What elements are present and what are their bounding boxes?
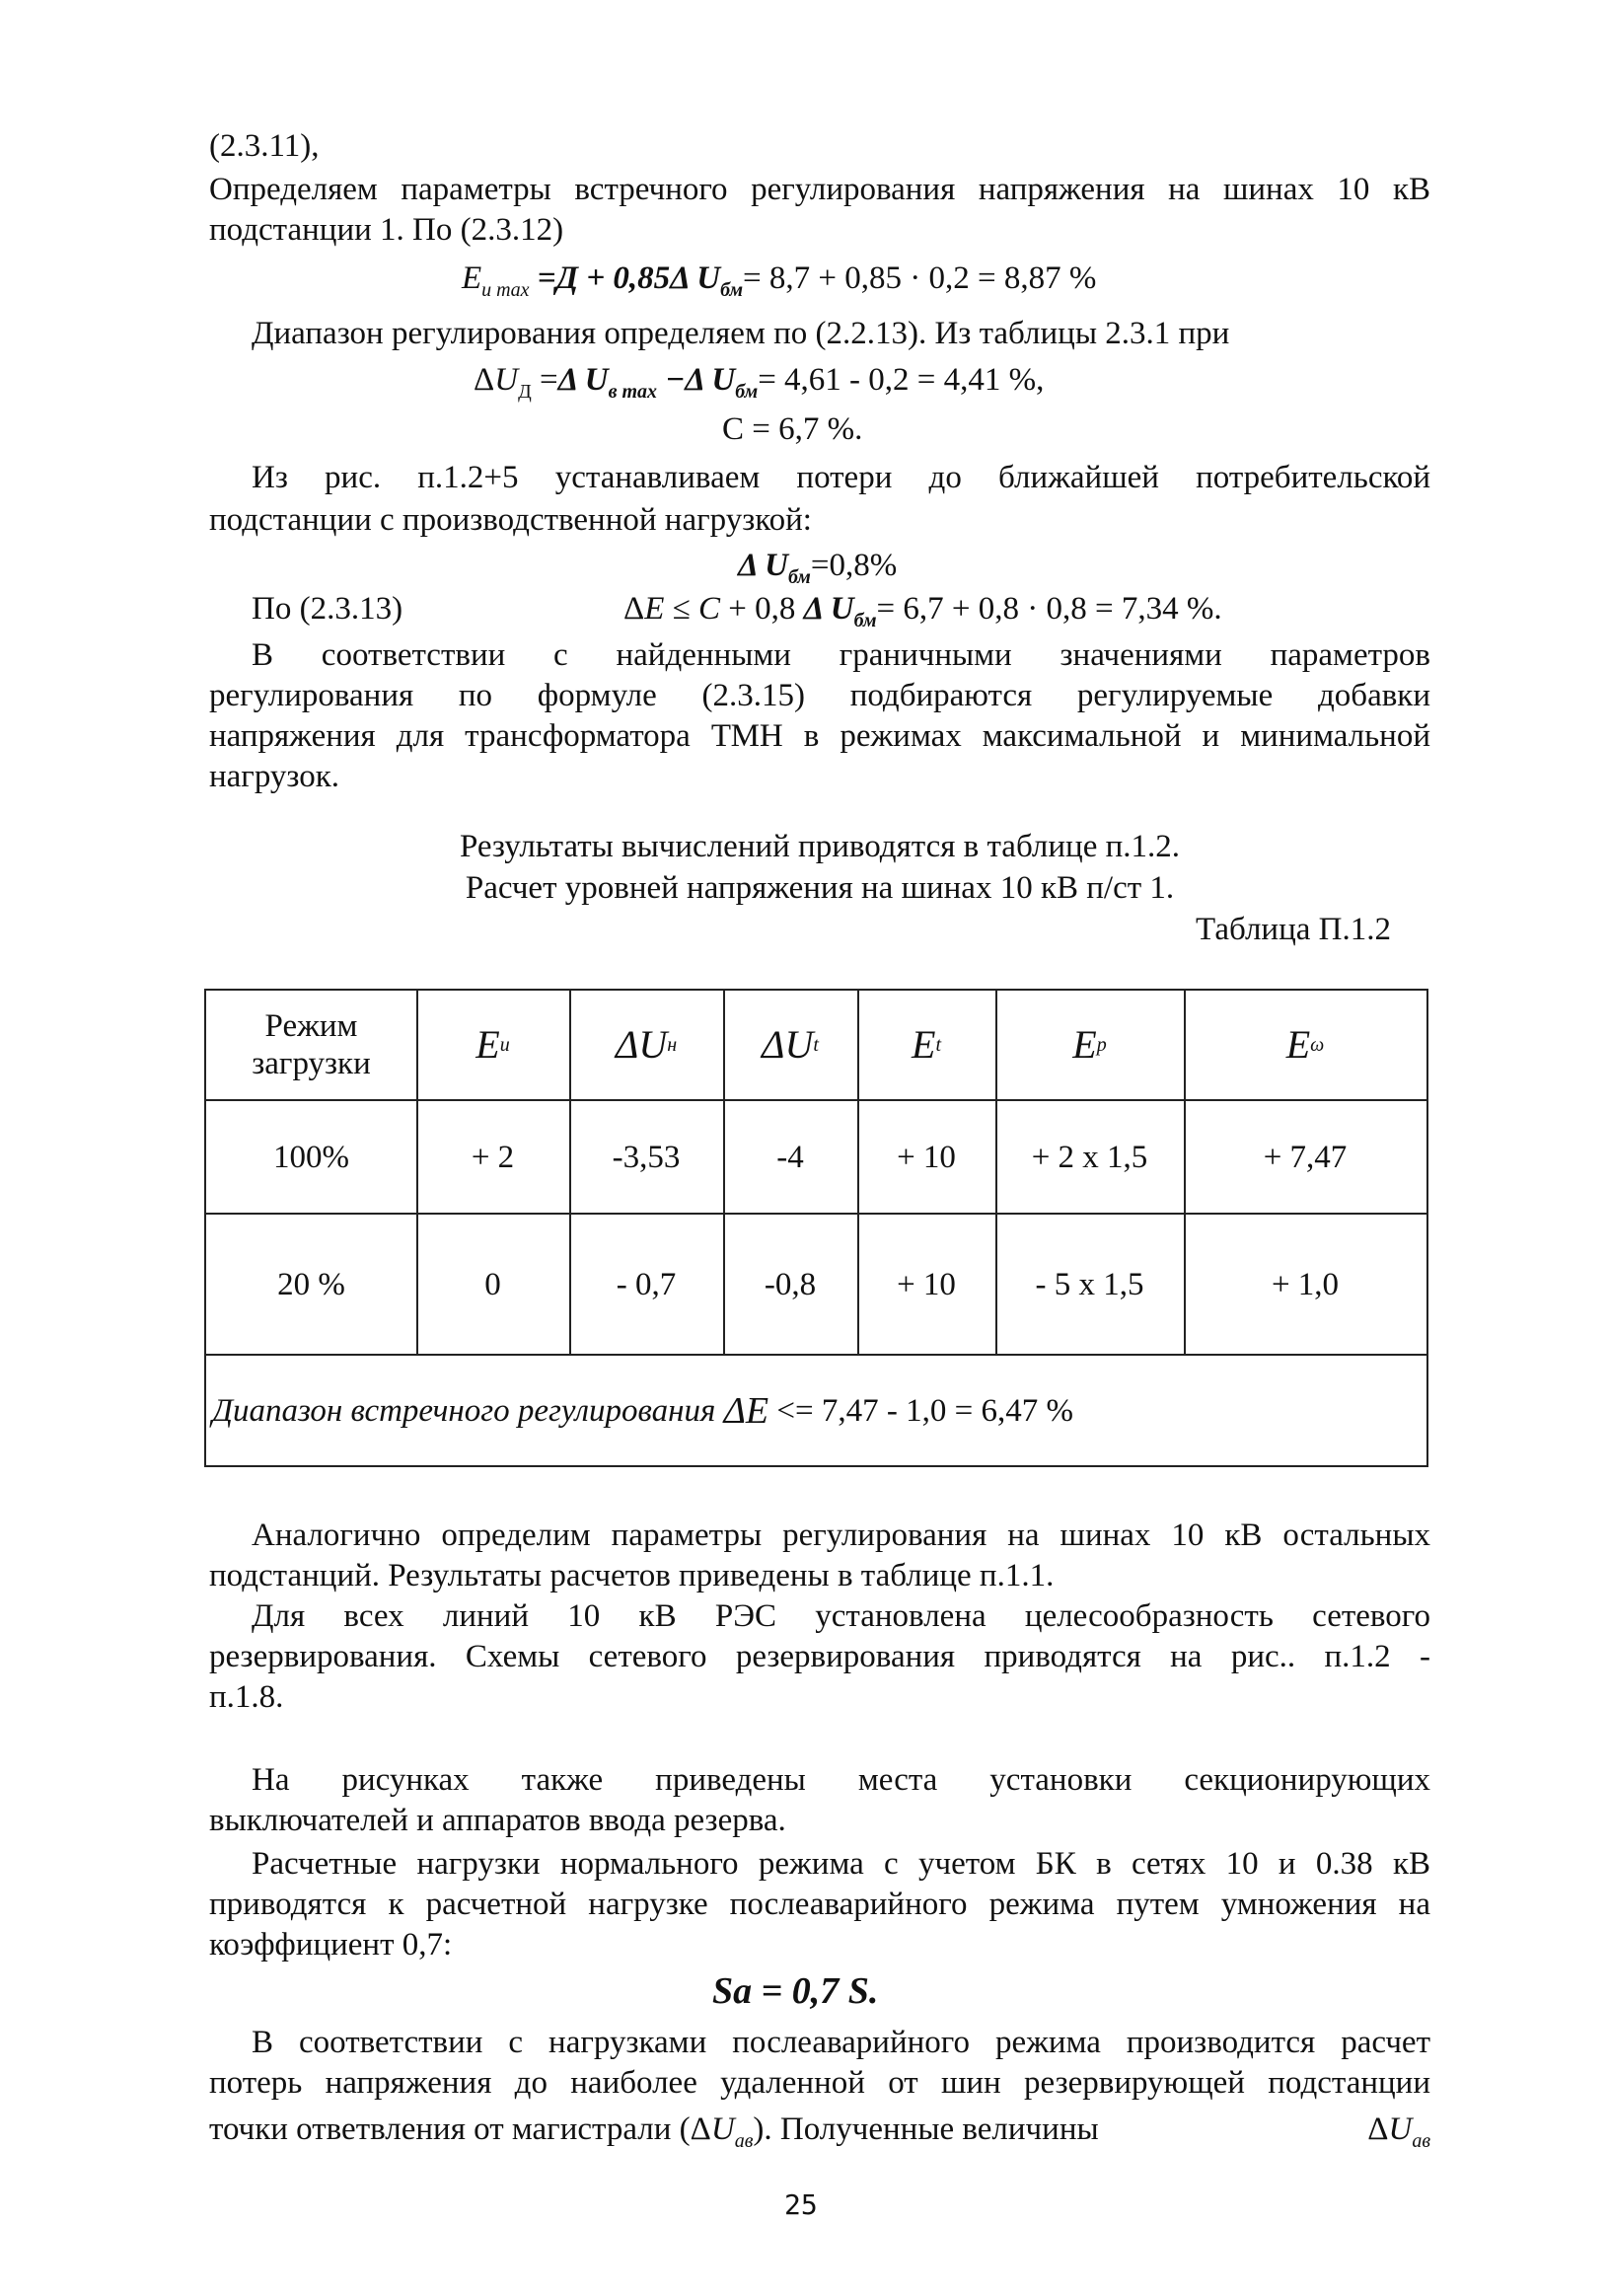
voltage-table <box>204 989 1428 1467</box>
paragraph-line: резервирования. Схемы сетевого резервирования приводятся на рис.. п.1.2 - <box>209 1639 1430 1674</box>
paragraph-line: На рисунках также приведены места установки секционирующих <box>252 1762 1430 1798</box>
paragraph-line: коэффициент 0,7: <box>209 1927 453 1963</box>
paragraph-line: регулирования по формуле (2.3.15) подбираются регулируемые добавки <box>209 678 1430 713</box>
table-cell: - 5 x 1,5 <box>1035 1266 1144 1302</box>
header-ew: E ω <box>1285 1022 1325 1067</box>
paragraph-line: напряжения для трансформатора ТМН в режимах максимальной и минимальной <box>209 718 1430 754</box>
table-cell: + 10 <box>897 1139 956 1175</box>
paragraph-line: потерь напряжения до наиболее удаленной от шин резервирующей подстанции <box>209 2065 1430 2101</box>
formula-sa: Sa = 0,7 S. <box>712 1970 879 2012</box>
header-et: E t <box>912 1022 941 1067</box>
table-cell: -4 <box>776 1139 804 1175</box>
paragraph-line: п.1.8. <box>209 1679 284 1715</box>
paragraph-line: Аналогично определим параметры регулирования на шинах 10 кВ остальных <box>252 1518 1430 1553</box>
formula-delta-u: $\Delta U_Д =\Delta$ $U_{в max} -\Delta$ $U_{бм}= 4,61 - 0,2 = 4,41$ %, <box>474 362 1045 403</box>
table-cell: + 2 x 1,5 <box>1031 1139 1148 1175</box>
table-caption: Расчет уровней напряжения на шинах 10 кВ п/ст 1. <box>465 870 1175 906</box>
formula-e-max: $E_{и max} =Д + 0,85\Delta$ $U_{бм}= 8,7 + 0,85 \cdot 0,2 = 8,87$ % <box>462 260 1097 301</box>
formula-c: С = 6,7 %. <box>722 411 863 447</box>
table-footer: Диапазон встречного регулирования ΔE <= 7,47 - 1,0 = 6,47 % <box>212 1389 1073 1432</box>
table-cell: -3,53 <box>612 1139 681 1175</box>
paragraph-line: Из рис. п.1.2+5 устанавливаем потери до ближайшей потребительской <box>252 460 1430 495</box>
table-cell: + 10 <box>897 1266 956 1302</box>
paragraph-line: Диапазон регулирования определяем по (2.2.13). Из таблицы 2.3.1 при <box>252 316 1230 351</box>
header-en: E и <box>475 1022 510 1067</box>
table-number: Таблица П.1.2 <box>1196 912 1391 947</box>
paragraph-line: подстанций. Результаты расчетов приведены в таблице п.1.1. <box>209 1558 1055 1593</box>
table-cell: -0,8 <box>764 1266 817 1302</box>
table-cell: 100% <box>273 1139 349 1175</box>
formula-delta-e: ΔE ≤ C + 0,8 Δ $U_{бм}= 6,7 + 0,8 \cdot 0,8 = 7,34$ %. <box>623 591 1222 631</box>
table-cell: + 2 <box>471 1139 515 1175</box>
table-cell: 0 <box>484 1266 501 1302</box>
paragraph-line: выключателей и аппаратов ввода резерва. <box>209 1803 786 1838</box>
paragraph-line: точки ответвления от магистрали $(\Delta U_{ав})$. Полученные величины $\Delta U_{ав}$ <box>209 2111 1430 2152</box>
header-du-t: ΔU t <box>762 1022 819 1067</box>
paragraph-line: нагрузок. <box>209 759 340 794</box>
paragraph-line: Расчетные нагрузки нормального режима с учетом БК в сетях 10 и 0.38 кВ <box>252 1846 1430 1882</box>
paragraph-line: Для всех линий 10 кВ РЭС установлена целесообразность сетевого <box>252 1598 1430 1634</box>
paragraph-line: подстанции 1. По (2.3.12) <box>209 212 564 248</box>
paragraph-line: подстанции с производственной нагрузкой: <box>209 502 812 538</box>
equation-ref: (2.3.11), <box>209 128 320 164</box>
header-du-n: ΔU н <box>615 1022 678 1067</box>
paragraph-line: Определяем параметры встречного регулирования напряжения на шинах 10 кВ <box>209 172 1430 207</box>
table-cell: - 0,7 <box>616 1266 677 1302</box>
formula-delta-u-bm: Δ $U_{бм}=0,8\%$ <box>738 548 898 588</box>
table-cell: + 7,47 <box>1263 1139 1348 1175</box>
equation-ref: По (2.3.13) <box>252 591 403 627</box>
paragraph-line: приводятся к расчетной нагрузке послеаварийного режима путем умножения на <box>209 1887 1430 1922</box>
paragraph-line: В соответствии с найденными граничными значениями параметров <box>252 637 1430 673</box>
header-mode: Режим загрузки <box>252 1008 371 1081</box>
paragraph-line: В соответствии с нагрузками послеаварийного режима производится расчет <box>252 2025 1430 2060</box>
table-cell: 20 % <box>277 1266 345 1302</box>
header-ep: E p <box>1072 1022 1107 1067</box>
table-cell: + 1,0 <box>1271 1266 1340 1302</box>
table-caption: Результаты вычислений приводятся в таблице п.1.2. <box>459 829 1181 864</box>
page-number: 25 <box>784 2188 818 2221</box>
